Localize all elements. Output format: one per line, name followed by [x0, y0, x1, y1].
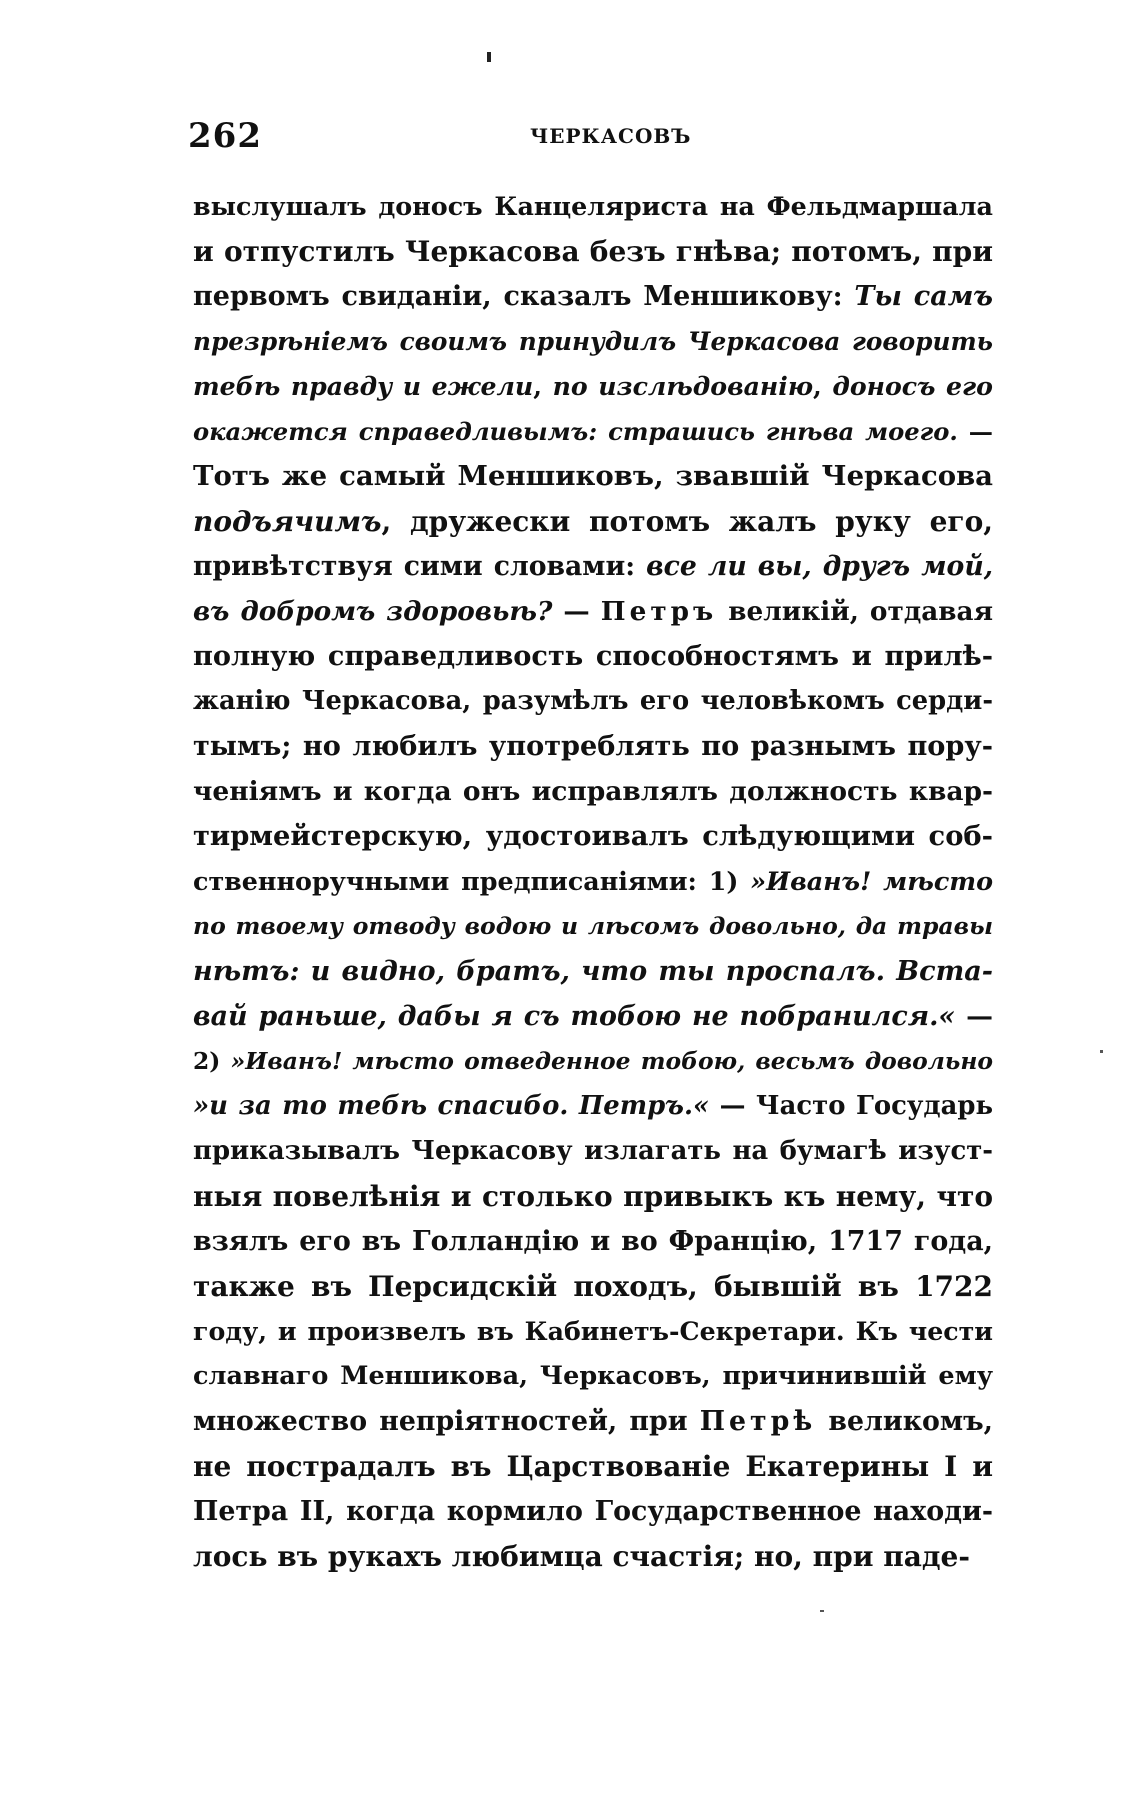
text-run: — — [957, 417, 993, 446]
text-line — [193, 229, 993, 274]
text-line — [193, 1534, 993, 1579]
italic-text: подъячимъ — [193, 505, 382, 538]
text-run: 2) — [193, 1047, 231, 1075]
text-run: , дружески потомъ жалъ руку его, — [381, 505, 993, 538]
text-run: Петра II, когда кормило Государственное находи- — [193, 1496, 993, 1527]
text-line — [193, 364, 993, 409]
text-run: — Часто Государь — [709, 1091, 993, 1121]
text-line — [193, 319, 993, 364]
text-line — [193, 859, 993, 904]
text-run: великій, отдавая — [717, 596, 993, 627]
text-run: , — [813, 371, 833, 401]
spaced-name: Петрѣ — [699, 1406, 817, 1437]
text-run: множество непріятностей, при — [193, 1406, 700, 1437]
italic-text: вай раньше, дабы я съ тобою не побранился.« — [193, 1001, 956, 1032]
print-speck — [487, 52, 491, 62]
text-line — [193, 1354, 993, 1399]
text-line — [193, 274, 993, 319]
italic-text: »Иванъ! мѣсто — [750, 866, 994, 896]
text-line — [193, 814, 993, 859]
text-line — [193, 184, 993, 229]
italic-text: »и за то тебѣ спасибо. Петръ.« — [193, 1091, 710, 1121]
text-line — [193, 1084, 993, 1129]
print-speck — [820, 1610, 824, 1612]
text-line — [193, 499, 993, 544]
italic-text: нѣтъ: и видно, братъ, что ты проспалъ. Вста- — [193, 956, 993, 987]
text-run: великомъ, — [816, 1406, 993, 1437]
text-line — [193, 1129, 993, 1174]
italic-text: все ли вы, другъ мой, — [646, 551, 993, 582]
italic-text: тебѣ правду и ежели — [193, 371, 534, 401]
text-line — [193, 589, 993, 634]
italic-text: презрѣніемъ своимъ принудилъ Черкасова говорить — [193, 327, 993, 356]
text-line — [193, 1309, 993, 1354]
text-run: первомъ свиданіи, сказалъ Меншикову: — [193, 281, 855, 312]
text-line — [193, 454, 993, 499]
spaced-name: Петръ — [600, 596, 718, 627]
text-line — [193, 904, 993, 949]
text-run: — — [552, 596, 601, 627]
page-number: 262 — [188, 116, 262, 156]
italic-text: окажется справедливымъ: страшись гнѣва моего. — [193, 417, 958, 446]
text-run: году, и произвелъ въ Кабинетъ-Секретари. Къ чести — [193, 1316, 993, 1346]
italic-text: по изслѣдованію — [552, 371, 814, 401]
text-line — [193, 949, 993, 994]
text-run: приказывалъ Черкасову излагать на бумагѣ изуст- — [193, 1136, 993, 1166]
text-line — [193, 1399, 993, 1444]
running-head: ЧЕРКАСОВЪ — [530, 124, 692, 148]
text-line — [193, 994, 993, 1039]
text-line — [193, 634, 993, 679]
text-run: славнаго Меншикова, Черкасовъ, причинившій ему — [193, 1361, 993, 1391]
text-run: Тотъ же самый Меншиковъ, звавшій Черкасова — [193, 460, 993, 492]
italic-text: »Иванъ! мѣсто отведенное тобою, весьмъ довольно — [230, 1047, 993, 1075]
text-line — [193, 409, 993, 454]
text-run: лось въ рукахъ любимца счастія; но, при паде- — [193, 1540, 970, 1573]
text-run: ственноручными предписаніями: 1) — [193, 866, 751, 896]
text-line — [193, 1219, 993, 1264]
text-line — [193, 724, 993, 769]
text-run: — — [955, 1001, 993, 1032]
text-run: ныя повелѣнія и столько привыкъ къ нему, что — [193, 1180, 993, 1213]
text-line — [193, 1264, 993, 1309]
text-line — [193, 769, 993, 814]
text-line — [193, 1489, 993, 1534]
print-speck — [1100, 1050, 1103, 1053]
text-run: полную справедливость способностямъ и прилѣ- — [193, 640, 993, 672]
text-run: тирмейстерскую, удостоивалъ слѣдующими соб- — [193, 820, 993, 852]
italic-text: въ добромъ здоровьѣ? — [193, 596, 553, 627]
text-line — [193, 1444, 993, 1489]
text-line — [193, 1174, 993, 1219]
text-run: ченіямъ и когда онъ исправлялъ должность квар- — [193, 776, 993, 807]
italic-text: Ты самъ — [854, 281, 994, 312]
text-line — [193, 544, 993, 589]
italic-text: по твоему отводу водою и лѣсомъ довольно, да травы — [193, 912, 993, 940]
text-run: жанію Черкасова, разумѣлъ его человѣкомъ серди- — [193, 686, 993, 716]
text-run: тымъ; но любилъ употреблять по разнымъ пору- — [193, 731, 993, 762]
text-run: привѣтствуя сими словами: — [193, 551, 647, 582]
text-run: выслушалъ доносъ Канцеляриста на Фельдмаршала — [193, 191, 993, 221]
text-line — [193, 679, 993, 724]
text-line — [193, 1039, 993, 1084]
text-run: , — [533, 371, 553, 401]
text-run: не пострадалъ въ Царствованіе Екатерины I и — [193, 1450, 993, 1483]
text-run: взялъ его въ Голландію и во Францію, 1717 года, — [193, 1226, 993, 1257]
text-run: и отпустилъ Черкасова безъ гнѣва; потомъ, при — [193, 235, 993, 268]
body-text — [193, 184, 993, 1579]
text-run: также въ Персидскій походъ, бывшій въ 1722 — [193, 1270, 993, 1303]
italic-text: доносъ его — [832, 371, 993, 401]
